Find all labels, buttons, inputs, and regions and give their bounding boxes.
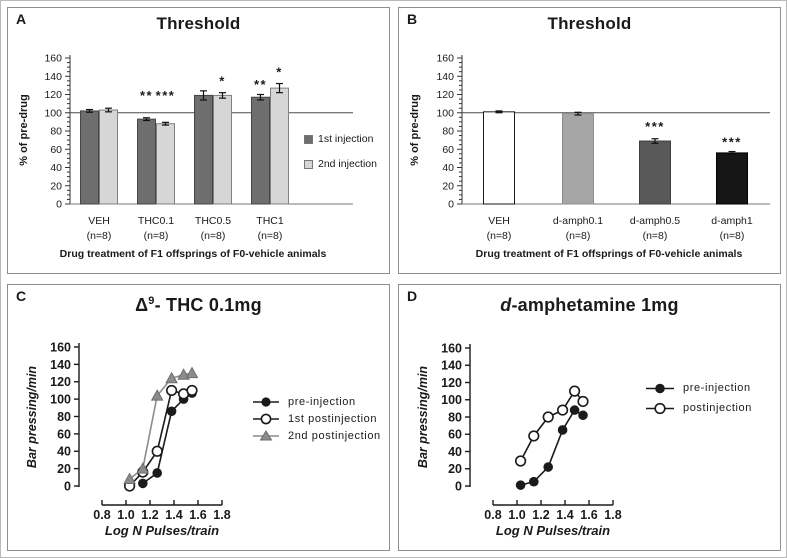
panel-a-y-axis-label: % of pre-drug [18, 94, 30, 166]
panel-a [7, 7, 390, 274]
legend-item [252, 427, 381, 444]
legend-item-label: pre-injection [683, 382, 751, 394]
n-label: (n=8) [86, 230, 112, 242]
category-label: THC1 [256, 215, 284, 227]
n-label: (n=8) [486, 230, 512, 242]
y-tick-label: 40 [50, 162, 62, 175]
x-tick-label: 1.4 [165, 508, 183, 522]
y-tick-label: 0 [64, 479, 71, 494]
bar [717, 153, 748, 204]
data-point-open-circle [152, 446, 162, 456]
open-circle-marker-icon [645, 402, 675, 415]
x-tick-label: 1.4 [556, 508, 574, 522]
data-point-filled-circle [529, 477, 539, 487]
y-tick-label: 0 [455, 479, 462, 494]
bar [214, 95, 232, 204]
category-label: d-amph0.1 [552, 215, 604, 227]
bar [195, 95, 213, 204]
bar [81, 111, 99, 204]
y-tick-label: 140 [436, 70, 454, 83]
significance-stars: *** [155, 87, 176, 103]
y-tick-label: 80 [50, 125, 62, 138]
data-point-open-circle [167, 386, 177, 396]
panel-b [398, 7, 781, 274]
significance-stars: ** [139, 87, 154, 103]
data-point-open-circle [578, 397, 588, 407]
legend-item [304, 133, 377, 145]
y-tick-label: 60 [57, 427, 71, 442]
significance-stars: * [219, 73, 226, 89]
filled-circle-marker-icon [252, 396, 280, 408]
x-tick-label: 1.0 [508, 508, 526, 522]
open-circle-marker-icon [252, 413, 280, 425]
data-point-open-circle [558, 405, 568, 415]
legend-item-label: 1st postinjection [288, 412, 378, 425]
y-tick-label: 100 [44, 107, 62, 120]
panel-b-x-axis-label: Drug treatment of F1 offsprings of F0-vehicle animals [475, 248, 743, 260]
data-point-open-circle [543, 412, 553, 422]
panel-c-y-axis-label: Bar pressing/min [25, 365, 39, 469]
title-italic-d: d [500, 295, 512, 315]
y-tick-label: 160 [441, 341, 462, 356]
panel-b-title: Threshold [547, 14, 632, 33]
y-tick-label: 80 [448, 410, 462, 425]
x-tick-label: 1.0 [117, 508, 135, 522]
y-tick-label: 140 [44, 70, 62, 83]
legend-item-label: 1st injection [318, 133, 374, 145]
legend-item-label: pre-injection [288, 395, 356, 408]
y-tick-label: 0 [448, 198, 454, 211]
category-label: VEH [88, 215, 110, 227]
bar [484, 112, 515, 204]
first-injection-swatch [304, 135, 313, 144]
panel-d-chart [399, 285, 782, 552]
panel-a-title: Threshold [156, 14, 241, 33]
category-label: d-amph0.5 [629, 215, 681, 227]
category-label: THC0.1 [137, 215, 175, 227]
significance-stars: *** [645, 119, 665, 134]
significance-stars: ** [253, 77, 268, 93]
category-label: d-amph1 [711, 215, 753, 227]
delta-symbol: Δ [135, 295, 149, 315]
bar [271, 88, 289, 204]
y-tick-label: 100 [436, 107, 454, 120]
legend-item [645, 378, 752, 398]
panel-b-chart [399, 8, 782, 275]
y-tick-label: 160 [436, 52, 454, 65]
legend-item-label: postinjection [683, 402, 752, 414]
n-label: (n=8) [200, 230, 226, 242]
panel-d-y-axis-label: Bar pressing/min [416, 365, 430, 469]
panel-d-legend [645, 378, 752, 418]
triangle-marker-icon [252, 430, 280, 442]
data-point-filled-circle [152, 468, 162, 478]
panel-c-x-axis-label: Log N Pulses/train [104, 523, 220, 538]
n-label: (n=8) [719, 230, 745, 242]
y-tick-label: 20 [50, 180, 62, 193]
data-point-filled-circle [558, 425, 568, 435]
y-tick-label: 20 [442, 180, 454, 193]
category-label: VEH [488, 215, 510, 227]
category-label: THC0.5 [194, 215, 232, 227]
n-label: (n=8) [257, 230, 283, 242]
y-tick-label: 60 [448, 427, 462, 442]
data-point-filled-circle [578, 410, 588, 420]
bar [252, 97, 270, 204]
data-point-filled-circle [138, 479, 148, 489]
panel-d-label: D [407, 288, 418, 304]
panel-a-label: A [16, 11, 27, 27]
y-tick-label: 100 [441, 393, 462, 408]
data-point-open-circle [516, 456, 526, 466]
y-tick-label: 80 [442, 125, 454, 138]
panel-a-x-axis-label: Drug treatment of F1 offsprings of F0-vehicle animals [59, 248, 327, 260]
x-tick-label: 1.2 [532, 508, 550, 522]
title-superscript: 9 [148, 295, 155, 307]
panel-b-y-axis-label: % of pre-drug [409, 94, 421, 166]
title-text: - THC 0.1mg [154, 295, 262, 315]
panel-d-x-axis-label: Log N Pulses/train [495, 523, 611, 538]
data-point-filled-circle [543, 462, 553, 472]
legend-item-label: 2nd postinjection [288, 429, 381, 442]
panel-c-label: C [16, 288, 27, 304]
y-tick-label: 120 [44, 89, 62, 102]
data-point-triangle [187, 368, 198, 378]
significance-stars: *** [722, 134, 742, 150]
x-tick-label: 0.8 [484, 508, 502, 522]
data-point-open-circle [570, 386, 580, 396]
n-label: (n=8) [642, 230, 668, 242]
y-tick-label: 160 [44, 52, 62, 65]
series-line [521, 410, 583, 485]
x-tick-label: 1.6 [580, 508, 598, 522]
data-point-filled-circle [570, 405, 580, 415]
panel-c [7, 284, 390, 551]
panel-c-legend [252, 393, 381, 444]
x-tick-label: 1.8 [604, 508, 622, 522]
y-tick-label: 40 [442, 162, 454, 175]
legend-item [252, 393, 381, 410]
x-tick-label: 1.6 [189, 508, 207, 522]
series-line [521, 391, 583, 461]
y-tick-label: 20 [57, 462, 71, 476]
y-tick-label: 120 [436, 89, 454, 102]
x-tick-label: 1.2 [141, 508, 159, 522]
bar [138, 119, 156, 204]
panel-a-legend [304, 133, 377, 183]
y-tick-label: 0 [56, 198, 62, 211]
y-tick-label: 120 [50, 375, 71, 390]
data-point-filled-circle [516, 480, 526, 490]
y-tick-label: 80 [57, 409, 71, 424]
title-text: -amphetamine 1mg [511, 295, 679, 315]
legend-item [252, 410, 381, 427]
filled-circle-marker-icon [645, 382, 675, 395]
y-tick-label: 120 [441, 375, 462, 390]
y-tick-label: 100 [50, 392, 71, 407]
x-tick-label: 0.8 [93, 508, 111, 522]
bar [100, 110, 118, 204]
y-tick-label: 60 [50, 143, 62, 156]
bar [563, 114, 594, 204]
significance-stars: * [276, 64, 283, 80]
y-tick-label: 140 [441, 358, 462, 373]
bar [640, 141, 671, 204]
second-injection-swatch [304, 160, 313, 169]
bar [157, 124, 175, 204]
panel-d [398, 284, 781, 551]
y-tick-label: 140 [50, 357, 71, 372]
legend-item-label: 2nd injection [318, 158, 377, 170]
panel-b-label: B [407, 11, 418, 27]
y-tick-label: 40 [448, 444, 462, 459]
y-tick-label: 160 [50, 340, 71, 355]
y-tick-label: 60 [442, 143, 454, 156]
n-label: (n=8) [143, 230, 169, 242]
data-point-open-circle [529, 431, 539, 441]
legend-item [645, 398, 752, 418]
n-label: (n=8) [565, 230, 591, 242]
y-tick-label: 20 [448, 462, 462, 477]
x-tick-label: 1.8 [213, 508, 231, 522]
legend-item [304, 158, 377, 170]
y-tick-label: 40 [57, 444, 71, 459]
data-point-open-circle [187, 386, 197, 396]
